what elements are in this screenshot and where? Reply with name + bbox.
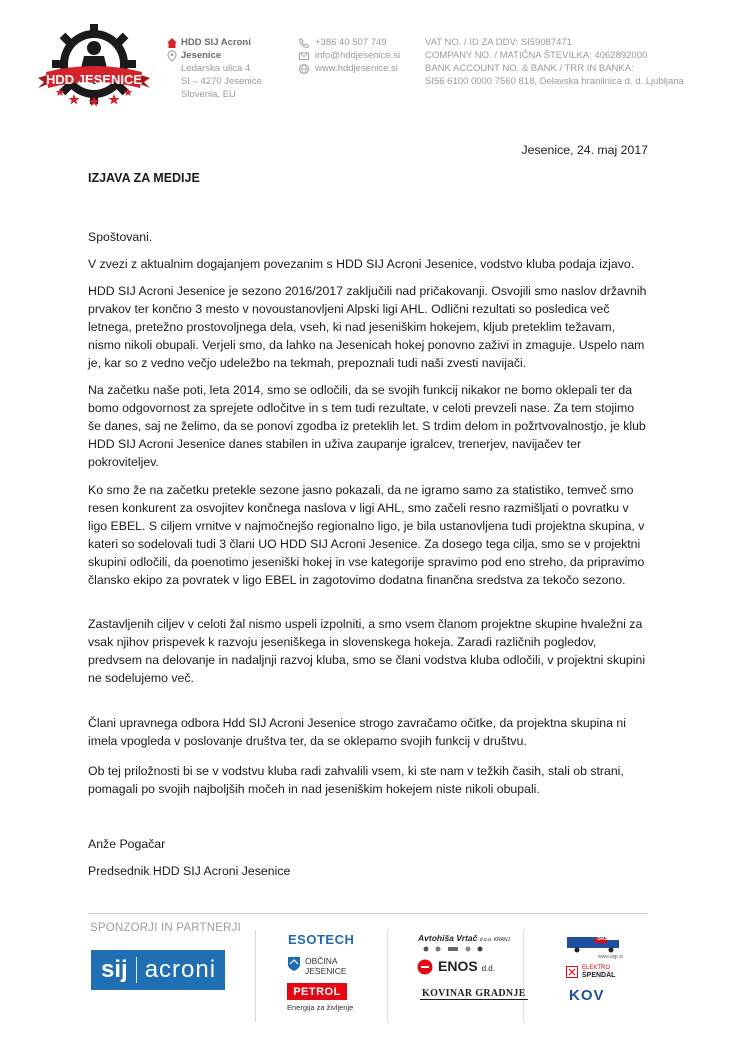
signature-name: Anže Pogačar — [88, 837, 166, 851]
sponsors-label: SPONZORJI IN PARTNERJI — [90, 922, 241, 934]
obcina-jesenice-logo — [305, 956, 347, 976]
club-name: HDD SIJ Acroni Jesenice — [181, 37, 251, 61]
acroni-logo-text: acroni — [144, 956, 217, 983]
car-brand-marks — [420, 944, 492, 950]
globe-icon — [298, 62, 310, 74]
spendal-mark-icon — [566, 966, 578, 978]
signature-role: Predsednik HDD SIJ Acroni Jesenice — [88, 864, 291, 878]
sigr-truck-logo — [565, 935, 625, 953]
avtohisa-suffix: d.o.o. KRANJ — [479, 937, 511, 943]
avtohisa-name: Avtohiša Vrtač — [418, 933, 478, 943]
letter-title: IZJAVA ZA MEDIJE — [88, 171, 200, 185]
address-line: Slovenia, EU — [181, 89, 236, 100]
email-icon — [298, 49, 310, 61]
footer-divider — [255, 930, 256, 1022]
paragraph: V zvezi z aktualnim dogajanjem povezanim s HDD SIJ Acroni Jesenice, vodstvo kluba podaja izjavo. — [88, 257, 635, 271]
petrol-tagline: Energija za življenje — [287, 1003, 354, 1012]
registry-line: BANK ACCOUNT NO. & BANK / TRR IN BANKA: — [425, 63, 634, 74]
registry-line: SI56 6100 0000 7560 818, Delavska hranilnica d. d. Ljubljana — [425, 76, 684, 87]
enos-logo — [438, 958, 495, 974]
kov-logo: KOV — [569, 987, 605, 1004]
sij-acroni-logo — [91, 950, 225, 990]
enos-mark-icon — [417, 959, 433, 975]
enos-suffix: d.d. — [481, 964, 495, 973]
paragraph: Na začetku naše poti, leta 2014, smo se odločili, da se svojih funkcij nikakor ne bomo oklepali ter da bomo odgovornost za sprejete odločitve in s tem tudi rezultate, v celoti prevzeli nase. Za tem stojimo še danes, saj ne želimo, da se ponovi zgodba iz preteklih let. S trdim delom in požrtvovalnostjo, je klub HDD SIJ Acroni Jesenice danes stabilen in uživa zaupanje igralcev, trenerjev, navijačev ter pokroviteljev. — [88, 383, 646, 469]
registry-line: COMPANY NO. / MATIČNA ŠTEVILKA: 4062892000 — [425, 50, 648, 61]
email-link[interactable]: info@hddjesenice.si — [315, 50, 401, 61]
kovinar-logo: KOVINAR GRADNJE — [422, 988, 526, 999]
address-line: SI – 4270 Jesenice — [181, 76, 262, 87]
home-icon — [166, 36, 178, 48]
club-address-block — [181, 36, 291, 101]
petrol-logo: PETROL — [287, 983, 347, 1000]
obcina-line: JESENICE — [305, 966, 347, 976]
footer-divider — [387, 930, 388, 1022]
avtohisa-logo — [418, 933, 510, 943]
paragraph: Zastavljenih ciljev v celoti žal nismo uspeli izpolniti, a smo vsem članom projektne skupine hvaležni za vsak njihov prispevek k razvoju jeseniškega in slovenskega hokeja. Zaradi različnih pogledov, predvsem na delovanje in nadaljnji razvoj kluba, smo se člani vodstva kluba odločili, v projektni skupini ne sodelujemo več. — [88, 617, 646, 685]
footer-divider — [88, 913, 648, 914]
club-logo — [34, 22, 154, 108]
letter-date: Jesenice, 24. maj 2017 — [521, 143, 648, 157]
location-pin-icon — [166, 49, 178, 61]
greeting: Spoštovani. — [88, 230, 153, 244]
sigr-label: SIGR — [597, 936, 612, 942]
paragraph: HDD SIJ Acroni Jesenice je sezono 2016/2017 zaključili nad pričakovanji. Osvojili smo naslov državnih prvakov ter končno 3 mesto v novoustanovljeni Alpski ligi AHL. Odlični rezultati so posledica več letnega, pretežno prostovoljnega dela, vseh, ki nad jeseniškim hokejem, kljub preteklim težavam, nismo nikoli obupali. Verjeli smo, da lahko na Jesenicah hokej ponovno zaživi in zmaguje. Uspelo nam je, kar so z vedno večjo udeležbo na tekmah, prepoznali tudi naši zvesti navijači. — [88, 284, 647, 370]
registry-line: VAT NO. / ID ZA DDV: SI59087471 — [425, 37, 572, 48]
website-link[interactable]: www.hddjesenice.si — [315, 63, 398, 74]
phone-icon — [298, 36, 310, 48]
paragraph: Ob tej priložnosti bi se v vodstvu kluba radi zahvalili vsem, ki ste nam v težkih časih, stali ob strani, pomagali po svojih najboljših močeh in nad jeseniškim hokejem niste nikoli obupali. — [88, 764, 624, 796]
registry-block — [425, 36, 695, 88]
obcina-crest-icon — [287, 956, 301, 972]
sij-logo-divider — [136, 957, 137, 983]
paragraph: Ko smo že na začetku pretekle sezone jasno pokazali, da ne igramo samo za statistiko, temveč smo resen konkurent za osvojitev končnega naslova v ligi AHL, smo začeli resno razmišljati o povratku v ligo EBEL. S ciljem vrnitve v najmočnejšo regionalno ligo, je bila ustanovljena tudi projektna skupina, v kateri so sodelovali tudi 3 člani UO HDD SIJ Acroni Jesenice. Za dosego tega cilja, smo se v projektni skupini odločili, da poenotimo jeseniški hokej in vse kategorije spravimo pod eno streho, da pripravimo člansko ekipo za povratek v ligo EBEL in zagotovimo dodatna finančna sredstva za tekočo sezono. — [88, 483, 645, 587]
spendal-line: ELEKTRO — [582, 965, 611, 971]
address-line: Ledarska ulica 4 — [181, 63, 251, 74]
footer-divider — [523, 930, 524, 1022]
phone-number: +386 40 507 749 — [315, 37, 387, 48]
spendal-line: ŠPENDAL — [582, 972, 616, 979]
sij-logo-text: sij — [101, 956, 128, 983]
logo-text: HDD JESENICE — [45, 72, 143, 87]
obcina-line: OBČINA — [305, 956, 338, 966]
esotech-logo: ESOTECH — [288, 932, 355, 947]
sigr-website: www.sigr.si — [598, 954, 623, 960]
elektro-spendal-logo — [582, 965, 615, 979]
paragraph: Člani upravnega odbora Hdd SIJ Acroni Jesenice strogo zavračamo očitke, da projektna skupina ni imela vpogleda v poslovanje društva ter, da se oklepamo svojih funkcij v društvu. — [88, 716, 626, 748]
enos-name: ENOS — [438, 958, 478, 974]
contact-block — [315, 36, 415, 75]
